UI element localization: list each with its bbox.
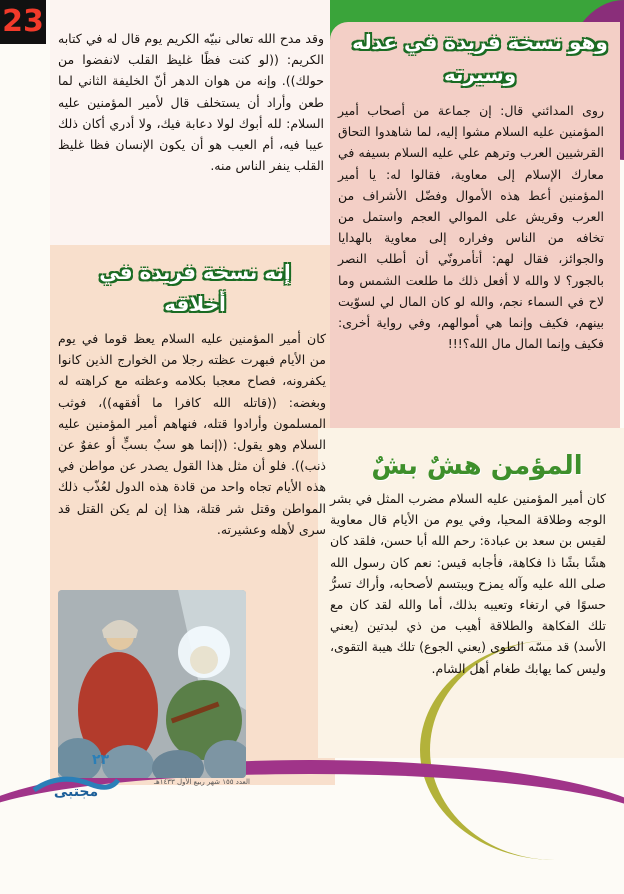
- magazine-name: مجتبى: [53, 784, 99, 800]
- left-top-body: وقد مدح الله تعالى نبيّه الكريم يوم قال له في كتابه الكريم: ((لو كنت فظًا غليظ القلب لانفضوا من حولك)). وإنه من هوان الدهر أنّ الخليفة الثاني لما طعن وأراد أن يستخلف قال لأمير المؤمنين عليه السلام: لله أبوك لولا دعابة فيك، ولا أدري أكان ذلك عيبا فيه، أم العيب هو أن يكون الإنسان فظا غليظ القلب ينفر الناس منه.: [58, 31, 324, 174]
- right-section-heading: وهو نسخة فريدة في عدله وسيرته: [352, 30, 608, 86]
- page-number: 23: [0, 0, 46, 44]
- issue-line: العدد ١٥٥ شهر ربيع الأول ١٤٣٣هـ: [154, 778, 250, 786]
- story-illustration: [58, 590, 246, 778]
- right-section-body: روى المدائني قال: إن جماعة من أصحاب أمير المؤمنين عليه السلام مشوا إليه، لما شاهدوا التحاق القرشيين العرب وترهم علي عليه السلام بسيفه في معارك الإسلام إلى معاوية، فقالوا له: يا أمير المؤمنين أعط هذه الأموال وفضّل الأشراف من العرب وقريش على الموالي العجم واستمل من تخافه من الناس وفراره إلى معاوية بالهدايا والجوائز، فقال لهم: أتأمرونّي أن أطلب النصر بالجور؟ لا والله لا أفعل ذلك ما طلعت الشمس وما لاح في السماء نجم، والله لو كان المال لي لسوّيت بينهم، فكيف وإنما هي أموالهم، وفي رواية أخرى: فكيف وإنما المال مال الله؟!!!: [338, 103, 604, 352]
- mid-section-body: كان أمير المؤمنين عليه السلام مضرب المثل في بشر الوجه وطلاقة المحيا، وفي يوم من الأيام قال معاوية لقيس بن سعد بن عبادة: رحم الله أبا حسن، فلقد كان هشًا بشًا ذا فكاهة، فأجابه قيس: نعم كان رسول الله صلى الله عليه وآله يمزح ويبتسم لأصحابه، وأراك تسرُّ حسوًا في ارتغاء وتعيبه بذلك، أما والله لقد كان مع تلك الفكاهة والطلاقة أهيب من ذي لبدتين (يعني الأسد) قد مسّه الطوى (يعني الجوع) تلك هيبة التقوى، وليس كما يهابك طغام أهل الشام.: [330, 491, 606, 676]
- footer-page-number: ٢٣: [92, 752, 110, 768]
- magazine-logo: [30, 766, 120, 800]
- mid-section-heading: المؤمن هشٌ بشٌ: [371, 451, 583, 481]
- illustration-drawing: [58, 590, 246, 778]
- left-section-body: كان أمير المؤمنين عليه السلام يعظ قوما في يوم من الأيام فبهرت عظته رجلا من الخوارج الذين كانوا يكفرونه، فصاح معجبا بكلامه وعظته مع كراهته له وبغضه: ((قاتله الله كافرا ما أفقهه))، فوثب المسلمون وأرادوا قتله، فنهاهم أمير المؤمنين عليه السلام وهو يقول: ((إنما هو سبٌ بسبٍّ أو عفوٌ عن ذنب)). فلو أن مثل هذا القول يصدر عن مواطن في هذه الأيام تجاه واحد من قادة هذه الدول لعُذّب ذلك المواطن وقتل شر قتلة، هذا إن لم يكن القتل قد سرى لأهله وعشيرته.: [58, 331, 326, 537]
- left-section-heading: إنه نسخة فريدة في أخلاقه: [99, 260, 291, 316]
